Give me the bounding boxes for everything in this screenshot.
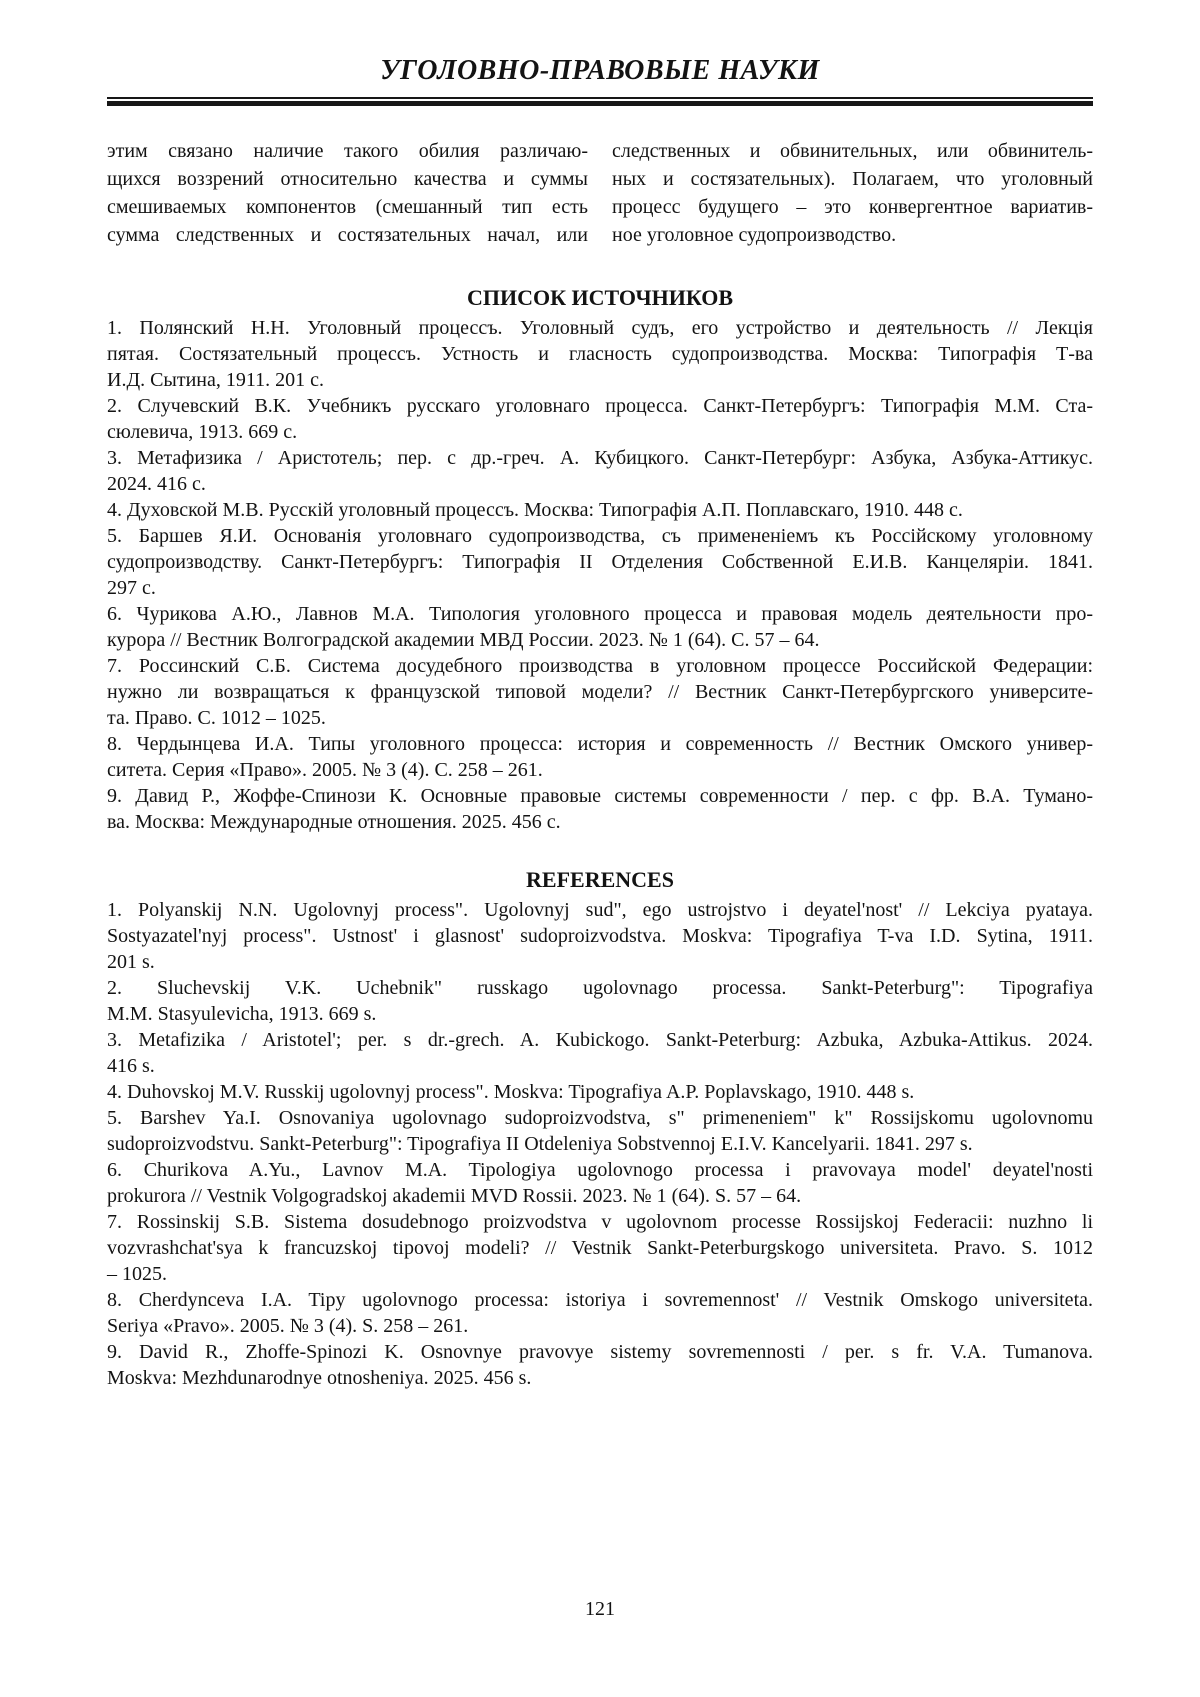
text-line: Moskva: Mezhdunarodnye otnosheniya. 2025. 456 s. [107, 1367, 532, 1389]
text-line: 8. Чердынцева И.А. Типы уголовного процесса: история и современность // Вестник Омского универ- [107, 733, 1093, 755]
text-line: M.M. Stasyulevicha, 1913. 669 s. [107, 1003, 377, 1025]
sources-list [107, 315, 1093, 835]
text-line: этим связано наличие такого обилия различаю- [107, 140, 588, 162]
text-line: prokurora // Vestnik Volgogradskoj akademii MVD Rossii. 2023. № 1 (64). S. 57 – 64. [107, 1185, 802, 1207]
text-line: курора // Вестник Волгоградской академии МВД России. 2023. № 1 (64). С. 57 – 64. [107, 629, 820, 651]
text-line: та. Право. С. 1012 – 1025. [107, 707, 326, 729]
text-line: смешиваемых компонентов (смешанный тип есть [107, 196, 588, 218]
reference-item [107, 1209, 1093, 1287]
document-page [107, 0, 1093, 1391]
intro-columns [107, 137, 1093, 249]
sources-heading: СПИСОК ИСТОЧНИКОВ [466, 285, 734, 310]
text-line: ных и состязательных). Полагаем, что уголовный [612, 168, 1093, 190]
text-line: щихся воззрений относительно качества и суммы [107, 168, 588, 190]
text-line: 9. David R., Zhoffe-Spinozi K. Osnovnye pravovye sistemy sovremennosti / per. s fr. V.A. Tumanova. [107, 1341, 1093, 1363]
text-line: 416 s. [107, 1055, 155, 1077]
text-line: 5. Баршев Я.И. Основанія уголовнаго судопроизводства, съ примененіемъ къ Россійскому уголовному [107, 525, 1093, 547]
text-line: процесс будущего – это конвергентное вариатив- [612, 196, 1093, 218]
reference-item [107, 315, 1093, 393]
reference-item [107, 523, 1093, 601]
text-line: сюлевича, 1913. 669 с. [107, 421, 298, 443]
text-line: 6. Чурикова А.Ю., Лавнов М.А. Типология уголовного процесса и правовая модель деятельности про- [107, 603, 1093, 625]
reference-item [107, 393, 1093, 445]
text-line: ное уголовное судопроизводство. [612, 224, 897, 246]
intro-right-column [612, 137, 1093, 249]
text-line: vozvrashchat'sya k francuzskoj tipovoj modeli? // Vestnik Sankt-Peterburgskogo universiteta. Pravo. S. 1012 [107, 1237, 1093, 1259]
text-line: 2024. 416 с. [107, 473, 206, 495]
text-line: 201 s. [107, 951, 155, 973]
text-line: 3. Metafizika / Aristotel'; per. s dr.-grech. A. Kubickogo. Sankt-Peterburg: Azbuka, Azbuka-Attikus. 2024. [107, 1029, 1093, 1051]
text-line: пятая. Состязательный процессъ. Устность и гласность судопроизводства. Москва: Типографія Т-ва [107, 343, 1093, 365]
text-line: Seriya «Pravo». 2005. № 3 (4). S. 258 – 261. [107, 1315, 469, 1337]
text-line: 3. Метафизика / Аристотель; пер. с др.-греч. А. Кубицкого. Санкт-Петербург: Азбука, Азбука-Аттикус. [107, 447, 1093, 469]
references-heading: REFERENCES [526, 867, 674, 892]
page-number: 121 [585, 1598, 615, 1620]
reference-item [107, 1105, 1093, 1157]
text-line: следственных и обвинительных, или обвинитель- [612, 140, 1093, 162]
reference-item [107, 783, 1093, 835]
reference-item [107, 897, 1093, 975]
text-line: 8. Cherdynceva I.A. Tipy ugolovnogo processa: istoriya i sovremennost' // Vestnik Omskogo universiteta. [107, 1289, 1093, 1311]
text-line: ва. Москва: Международные отношения. 2025. 456 с. [107, 811, 561, 833]
text-line: сумма следственных и состязательных начал, или [107, 224, 588, 246]
reference-item [107, 653, 1093, 731]
text-line: 1. Polyanskij N.N. Ugolovnyj process". Ugolovnyj sud", ego ustrojstvo i deyatel'nost' // Lekciya pyataya. [107, 899, 1093, 921]
text-line: Sostyazatel'nyj process". Ustnost' i glasnost' sudoproizvodstva. Moskva: Tipografiya T-va I.D. Sytina, 1911. [107, 925, 1093, 947]
text-line: 4. Duhovskoj M.V. Russkij ugolovnyj process". Moskva: Tipografiya A.P. Poplavskago, 1910. 448 s. [107, 1081, 915, 1103]
text-line: 1. Полянский Н.Н. Уголовный процессъ. Уголовный судъ, его устройство и деятельность // Лекція [107, 317, 1093, 339]
text-line: И.Д. Сытина, 1911. 201 с. [107, 369, 325, 391]
header-divider [107, 97, 1093, 106]
references-list [107, 897, 1093, 1391]
text-line: 5. Barshev Ya.I. Osnovaniya ugolovnago sudoproizvodstva, s" primeneniem" k" Rossijskomu ugolovnomu [107, 1107, 1093, 1129]
text-line: ситета. Серия «Право». 2005. № 3 (4). С. 258 – 261. [107, 759, 543, 781]
reference-item [107, 1157, 1093, 1209]
reference-item [107, 975, 1093, 1027]
text-line: нужно ли возвращаться к французской типовой модели? // Вестник Санкт-Петербургского университе- [107, 681, 1093, 703]
text-line: 4. Духовской М.В. Русскій уголовный процессъ. Москва: Типографія А.П. Поплавскаго, 1910. 448 с. [107, 499, 963, 521]
text-line: 6. Churikova A.Yu., Lavnov M.A. Tipologiya ugolovnogo processa i pravovaya model' deyatel'nosti [107, 1159, 1093, 1181]
text-line: – 1025. [107, 1263, 167, 1285]
reference-item [107, 1079, 1093, 1105]
reference-item [107, 445, 1093, 497]
text-line: 7. Rossinskij S.B. Sistema dosudebnogo proizvodstva v ugolovnom processe Rossijskoj Federacii: nuzhno li [107, 1211, 1093, 1233]
reference-item [107, 1339, 1093, 1391]
reference-item [107, 497, 1093, 523]
intro-left-column [107, 137, 588, 249]
text-line: 7. Россинский С.Б. Система досудебного производства в уголовном процессе Российской Федерации: [107, 655, 1093, 677]
page-header-title: УГОЛОВНО-ПРАВОВЫЕ НАУКИ [380, 55, 820, 86]
text-line: 297 с. [107, 577, 156, 599]
text-line: 2. Sluchevskij V.K. Uchebnik" russkago ugolovnago processa. Sankt-Peterburg": Tipografiya [107, 977, 1093, 999]
text-line: 9. Давид Р., Жоффе-Спинози К. Основные правовые системы современности / пер. с фр. В.А. Тумано- [107, 785, 1093, 807]
text-line: судопроизводству. Санкт-Петербургъ: Типографія II Отделения Собственной Е.И.В. Канцеляріи. 1841. [107, 551, 1093, 573]
text-line: 2. Случевский В.К. Учебникъ русскаго уголовнаго процесса. Санкт-Петербургъ: Типографія М.М. Ста- [107, 395, 1093, 417]
reference-item [107, 1287, 1093, 1339]
reference-item [107, 1027, 1093, 1079]
reference-item [107, 731, 1093, 783]
reference-item [107, 601, 1093, 653]
text-line: sudoproizvodstvu. Sankt-Peterburg": Tipografiya II Otdeleniya Sobstvennoj E.I.V. Kancelyarii. 1841. 297 s. [107, 1133, 973, 1155]
